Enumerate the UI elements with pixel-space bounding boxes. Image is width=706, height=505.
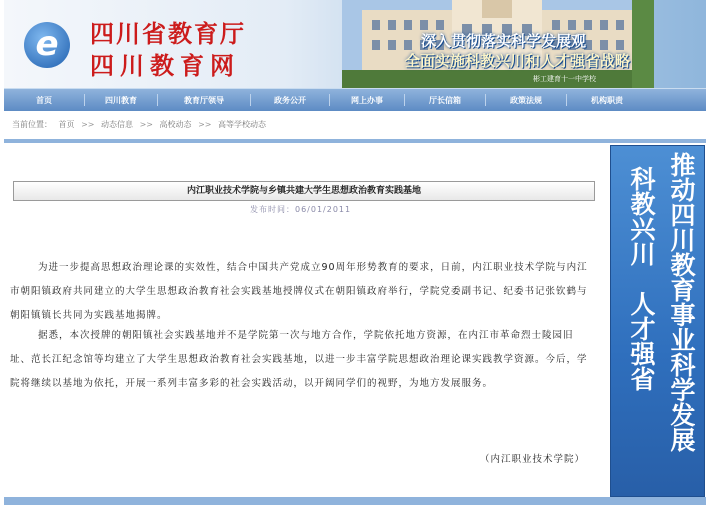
slogan-poster[interactable] (610, 145, 705, 497)
nav-item-sichuan-education[interactable]: 四川教育 (105, 95, 137, 105)
breadcrumb-link-home[interactable]: 首页 (58, 120, 75, 129)
nav-item-leaders[interactable]: 教育厅领导 (184, 95, 224, 105)
nav-item-online-services[interactable]: 网上办事 (351, 95, 383, 105)
photo-caption: 彬工建育十一中学校 (533, 75, 596, 83)
slogan-line2: 全面实施科教兴川和人才强省战略 (404, 52, 630, 70)
nav-item-institutions[interactable]: 机构职责 (591, 95, 623, 105)
breadcrumb-link-news[interactable]: 动态信息 (101, 120, 134, 129)
breadcrumb-link-university-news[interactable]: 高校动态 (159, 120, 192, 129)
nav-item-home[interactable]: 首页 (36, 95, 52, 105)
article-pubdate: 发布时间：06/01/2011 (250, 205, 352, 214)
breadcrumb-separator: >> (81, 120, 95, 129)
breadcrumb-separator: >> (139, 120, 153, 129)
content-top-divider (4, 139, 706, 143)
article-paragraph: 为进一步提高思想政治理论课的实效性，结合中国共产党成立90周年形势教育的要求，日前，内江职业技术学院与内江市朝阳镇政府共同建立的大学生思想政治教育社会实践基地授牌仪式在朝阳镇政府举行，学院党委副书记、纪委书记张钦鹤与朝阳镇镇长共同为实践基地揭牌。 (10, 262, 588, 321)
footer-divider (4, 497, 706, 505)
nav-item-gov-affairs[interactable]: 政务公开 (274, 95, 306, 105)
site-name-line2: 四川教育网 (90, 52, 240, 80)
site-banner (4, 0, 706, 88)
breadcrumb-separator: >> (198, 120, 212, 129)
nav-item-policies[interactable]: 政策法规 (510, 95, 542, 105)
poster-slogan-column2: 科教兴川 人才强省 (627, 166, 656, 391)
breadcrumb-link-higher-ed-news[interactable]: 高等学校动态 (218, 120, 267, 129)
main-nav (4, 88, 706, 111)
slogan-line1: 深入贯彻落实科学发展观 (420, 32, 586, 50)
breadcrumb (12, 119, 270, 130)
breadcrumb-label: 当前位置： (12, 120, 52, 129)
article-title: 内江职业技术学院与乡镇共建大学生思想政治教育实践基地 (13, 181, 595, 201)
nav-item-mailbox[interactable]: 厅长信箱 (429, 95, 461, 105)
site-logo-icon[interactable]: e (24, 22, 70, 68)
article-source: （内江职业技术学院） (480, 454, 586, 465)
article-paragraph: 据悉，本次授牌的朝阳镇社会实践基地并不是学院第一次与地方合作，学院依托地方资源，在内江市革命烈士陵园旧址、范长江纪念馆等均建立了大学生思想政治教育社会实践基地，以进一步丰富学院思想政治理论课实践教学资源。今后，学院将继续以基地为依托，开展一系列丰富多彩的社会实践活动，以开阔同学们的视野，为地方发展服务。 (10, 330, 588, 389)
site-name-line1: 四川省教育厅 (90, 20, 246, 48)
poster-slogan-column1: 推动四川教育事业科学发展 (667, 152, 696, 452)
